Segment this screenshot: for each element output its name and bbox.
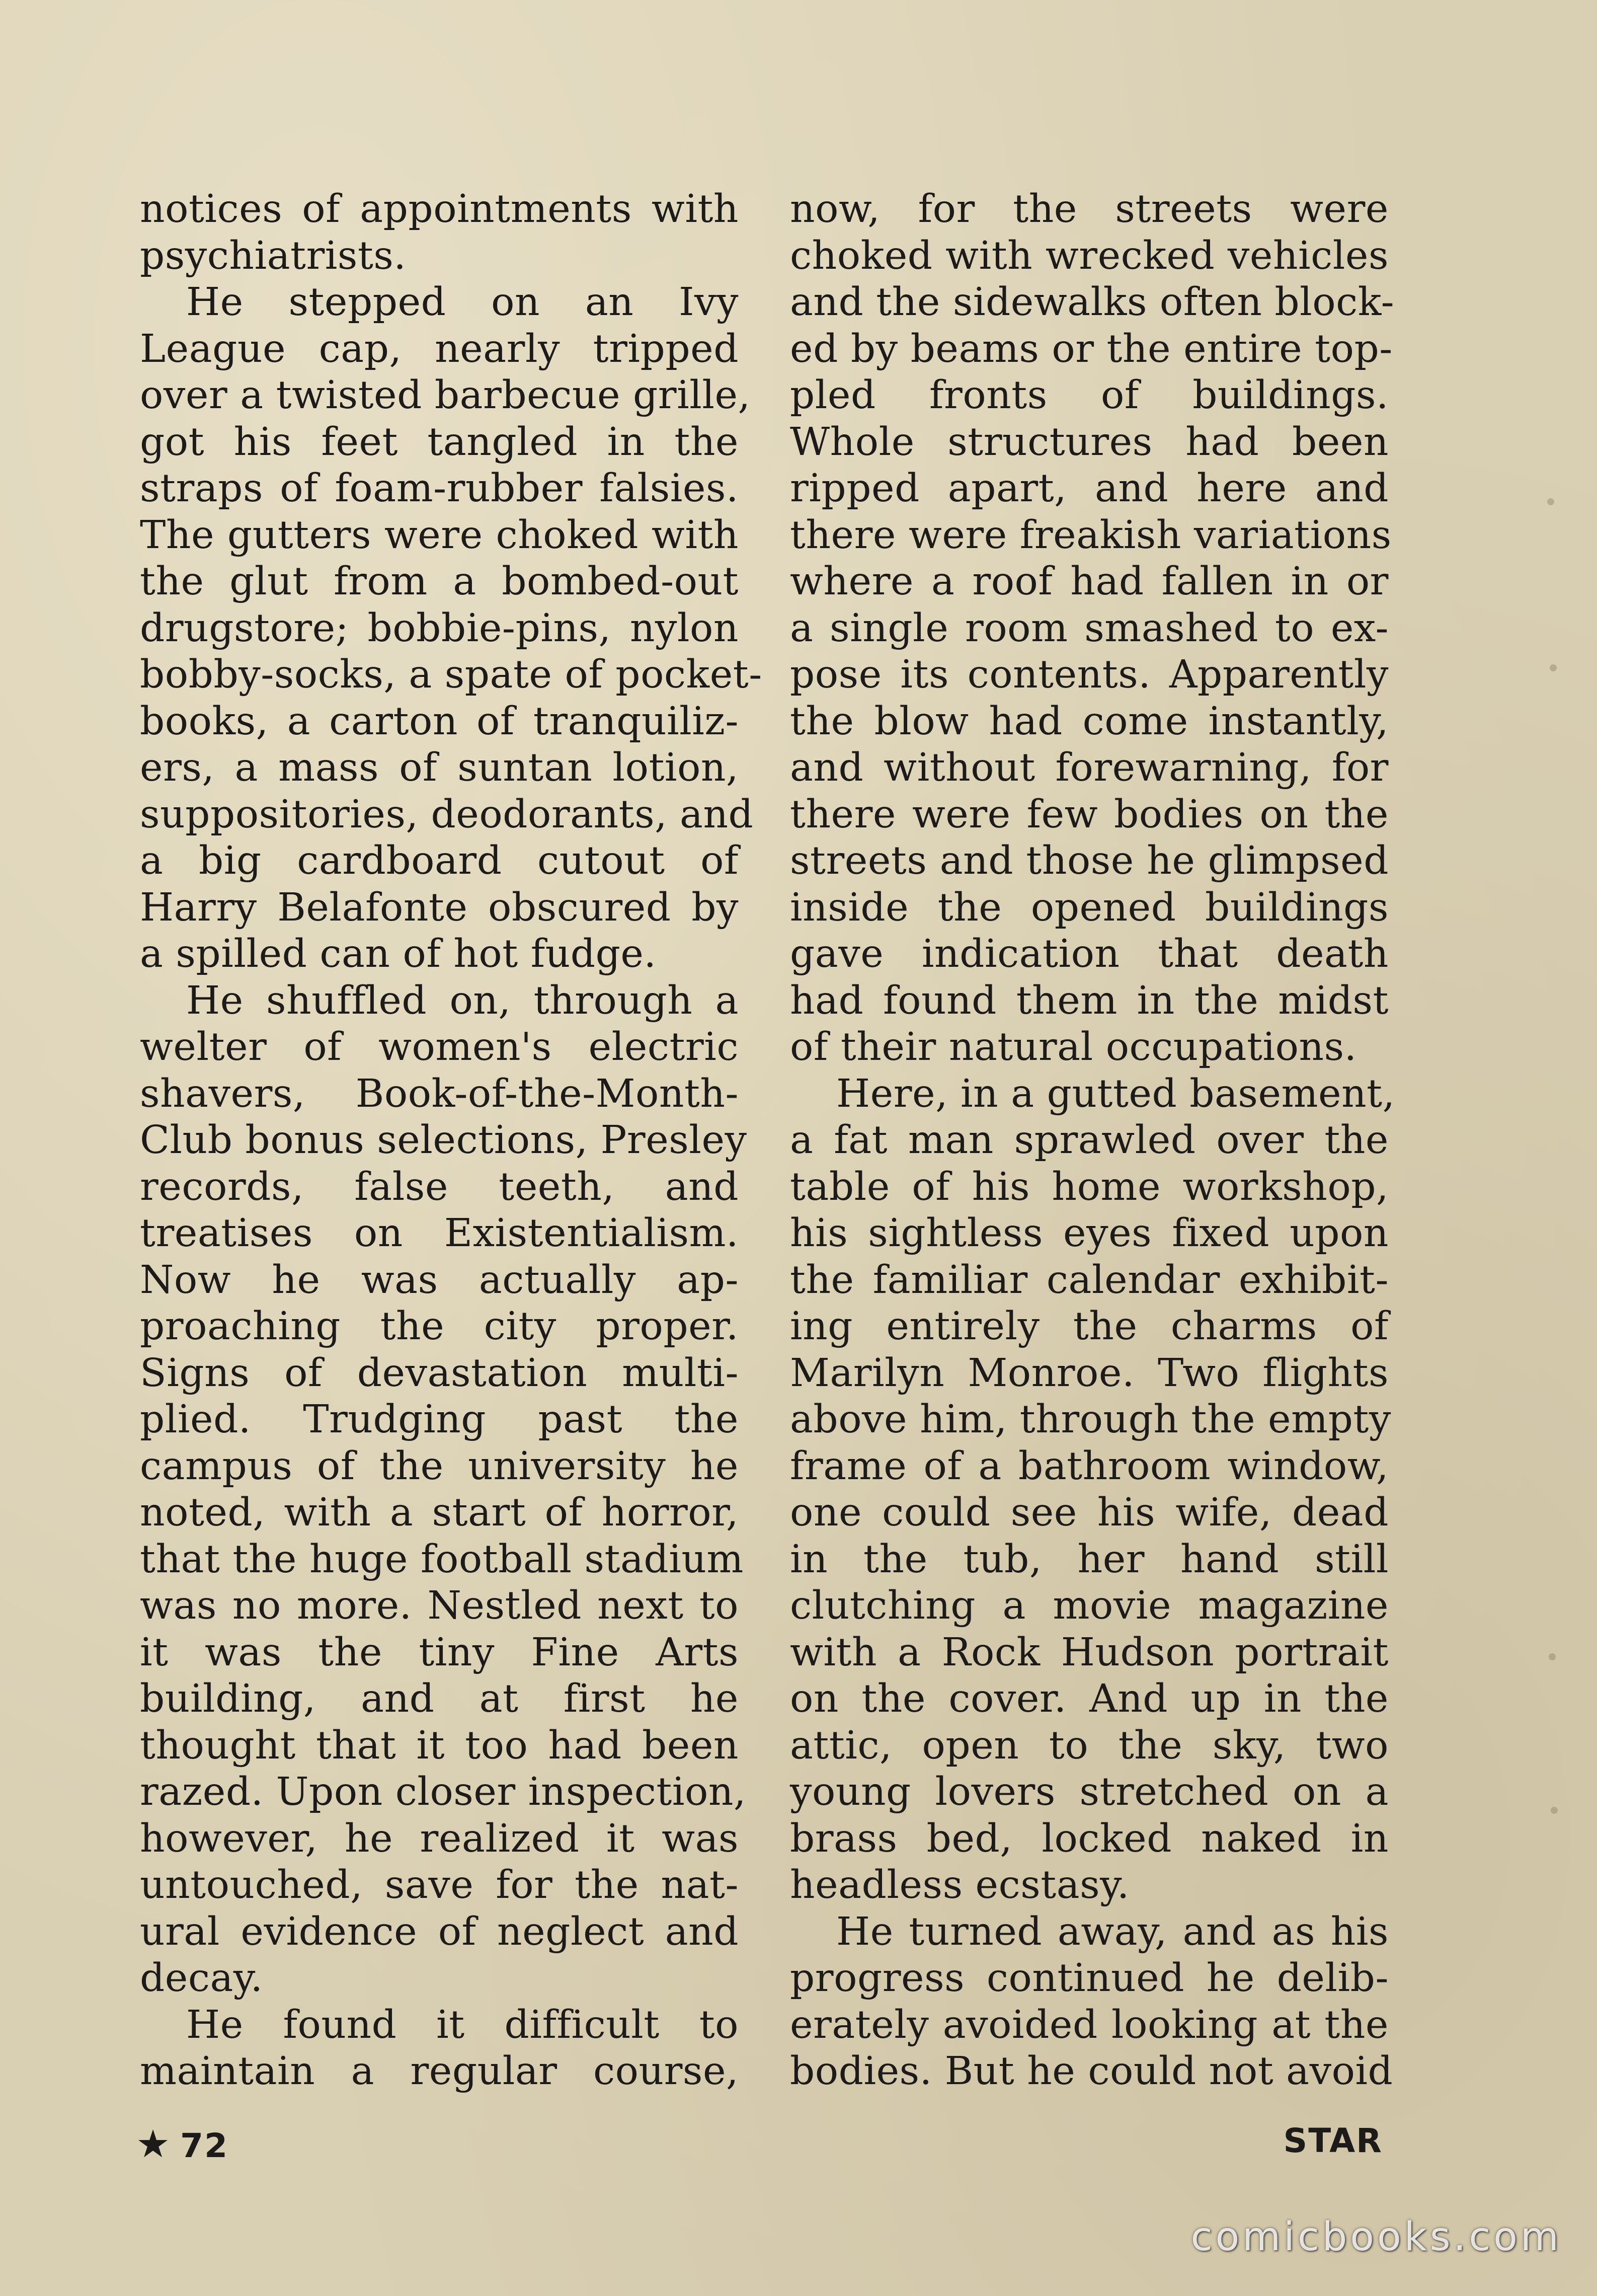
text-line: of their natural occupations. <box>790 1025 1357 1069</box>
text-line: inside the opened buildings <box>790 885 1389 930</box>
text-line: records, false teeth, and <box>140 1164 739 1209</box>
text-line: a spilled can of hot fudge. <box>140 932 657 976</box>
text-line: psychiatrists. <box>140 233 407 278</box>
text-line: frame of a bathroom window, <box>790 1443 1389 1489</box>
text-line: straps of foam-rubber falsies. <box>140 466 739 511</box>
text-line: gave indication that death <box>790 932 1389 976</box>
text-line: Marilyn Monroe. Two flights <box>790 1350 1389 1396</box>
text-line: Harry Belafonte obscured by <box>140 885 739 930</box>
text-line: clutching a movie magazine <box>790 1583 1389 1628</box>
text-line: one could see his wife, dead <box>790 1490 1389 1535</box>
page-footer-left <box>136 2121 228 2166</box>
text-line: where a roof had fallen in or <box>790 559 1389 604</box>
text-line: progress continued he delib- <box>790 1956 1389 2001</box>
star-icon: ★ <box>136 2121 172 2166</box>
text-line: choked with wrecked vehicles <box>790 233 1389 278</box>
text-line: and the sidewalks often block- <box>790 280 1395 325</box>
text-line: campus of the university he <box>140 1443 739 1489</box>
magazine-name: STAR <box>1283 2121 1383 2160</box>
text-line: He shuffled on, through a <box>186 978 739 1023</box>
text-line: above him, through the empty <box>790 1397 1391 1442</box>
text-line: proaching the city proper. <box>140 1304 739 1349</box>
text-line: a big cardboard cutout of <box>140 838 739 883</box>
text-line: brass bed, locked naked in <box>790 1816 1389 1861</box>
text-line: streets and those he glimpsed <box>790 838 1389 883</box>
text-line: The gutters were choked with <box>140 512 739 558</box>
text-line: bobby-socks, a spate of pocket- <box>140 652 762 697</box>
text-line: notices of appointments with <box>140 187 739 232</box>
text-line: ing entirely the charms of <box>790 1304 1389 1349</box>
text-line: noted, with a start of horror, <box>140 1490 739 1535</box>
text-line: the blow had come instantly, <box>790 699 1389 744</box>
text-line: on the cover. And up in the <box>790 1676 1389 1721</box>
text-line: there were few bodies on the <box>790 792 1389 837</box>
site-watermark: comicbooks.com <box>1190 2214 1562 2260</box>
text-line: however, he realized it was <box>140 1816 739 1861</box>
text-line: Signs of devastation multi- <box>140 1350 739 1396</box>
text-line: got his feet tangled in the <box>140 419 739 465</box>
text-line: untouched, save for the nat- <box>140 1863 739 1907</box>
text-line: attic, open to the sky, two <box>790 1723 1389 1768</box>
text-line: Club bonus selections, Presley <box>140 1118 747 1163</box>
text-column-left <box>140 186 762 2095</box>
text-line: books, a carton of tranquiliz- <box>140 699 739 744</box>
text-line: over a twisted barbecue grille, <box>140 373 751 418</box>
paper-speck <box>1551 1807 1558 1814</box>
text-line: Whole structures had been <box>790 419 1389 465</box>
text-line: table of his home workshop, <box>790 1164 1389 1209</box>
text-line: He found it difficult to <box>186 2002 739 2047</box>
text-line: was no more. Nestled next to <box>140 1583 739 1628</box>
text-line: there were freakish variations <box>790 512 1392 558</box>
text-line: ed by beams or the entire top- <box>790 326 1393 371</box>
text-column-right <box>790 186 1395 2095</box>
text-line: his sightless eyes fixed upon <box>790 1211 1389 1256</box>
page-number: 72 <box>180 2126 228 2165</box>
text-line: that the huge football stadium <box>140 1537 744 1582</box>
text-line: in the tub, her hand still <box>790 1537 1389 1582</box>
text-line: with a Rock Hudson portrait <box>790 1630 1389 1675</box>
text-line: and without forewarning, for <box>790 745 1389 790</box>
text-line: League cap, nearly tripped <box>140 326 739 371</box>
text-line: headless ecstasy. <box>790 1863 1130 1907</box>
text-line: building, and at first he <box>140 1676 739 1721</box>
text-line: had found them in the midst <box>790 978 1389 1023</box>
text-line: ural evidence of neglect and <box>140 1909 739 1954</box>
text-line: Here, in a gutted basement, <box>836 1071 1395 1116</box>
text-line: suppositories, deodorants, and <box>140 792 754 837</box>
paper-speck <box>1547 498 1554 505</box>
text-line: decay. <box>140 1956 263 2001</box>
paper-speck <box>1549 1653 1556 1660</box>
text-line: the glut from a bombed-out <box>140 559 739 604</box>
text-line: welter of women's electric <box>140 1025 739 1069</box>
text-line: treatises on Existentialism. <box>140 1211 739 1256</box>
text-line: a fat man sprawled over the <box>790 1118 1389 1163</box>
text-line: now, for the streets were <box>790 187 1389 232</box>
text-line: He turned away, and as his <box>836 1909 1389 1954</box>
text-line: Now he was actually ap- <box>140 1257 739 1303</box>
text-line: shavers, Book-of-the-Month- <box>140 1071 739 1116</box>
text-line: razed. Upon closer inspection, <box>140 1770 746 1814</box>
text-line: plied. Trudging past the <box>140 1397 739 1442</box>
text-line: ers, a mass of suntan lotion, <box>140 745 739 790</box>
text-line: it was the tiny Fine Arts <box>140 1630 739 1675</box>
text-line: young lovers stretched on a <box>790 1770 1389 1814</box>
text-line: pose its contents. Apparently <box>790 652 1389 697</box>
paper-speck <box>1550 664 1557 671</box>
text-line: the familiar calendar exhibit- <box>790 1257 1389 1303</box>
text-line: thought that it too had been <box>140 1723 739 1768</box>
text-line: erately avoided looking at the <box>790 2002 1389 2047</box>
text-line: bodies. But he could not avoid <box>790 2049 1393 2094</box>
text-line: He stepped on an Ivy <box>186 280 739 325</box>
text-line: ripped apart, and here and <box>790 466 1389 511</box>
text-line: pled fronts of buildings. <box>790 373 1389 418</box>
text-line: a single room smashed to ex- <box>790 605 1389 651</box>
text-line: maintain a regular course, <box>140 2049 739 2094</box>
text-line: drugstore; bobbie-pins, nylon <box>140 605 739 651</box>
